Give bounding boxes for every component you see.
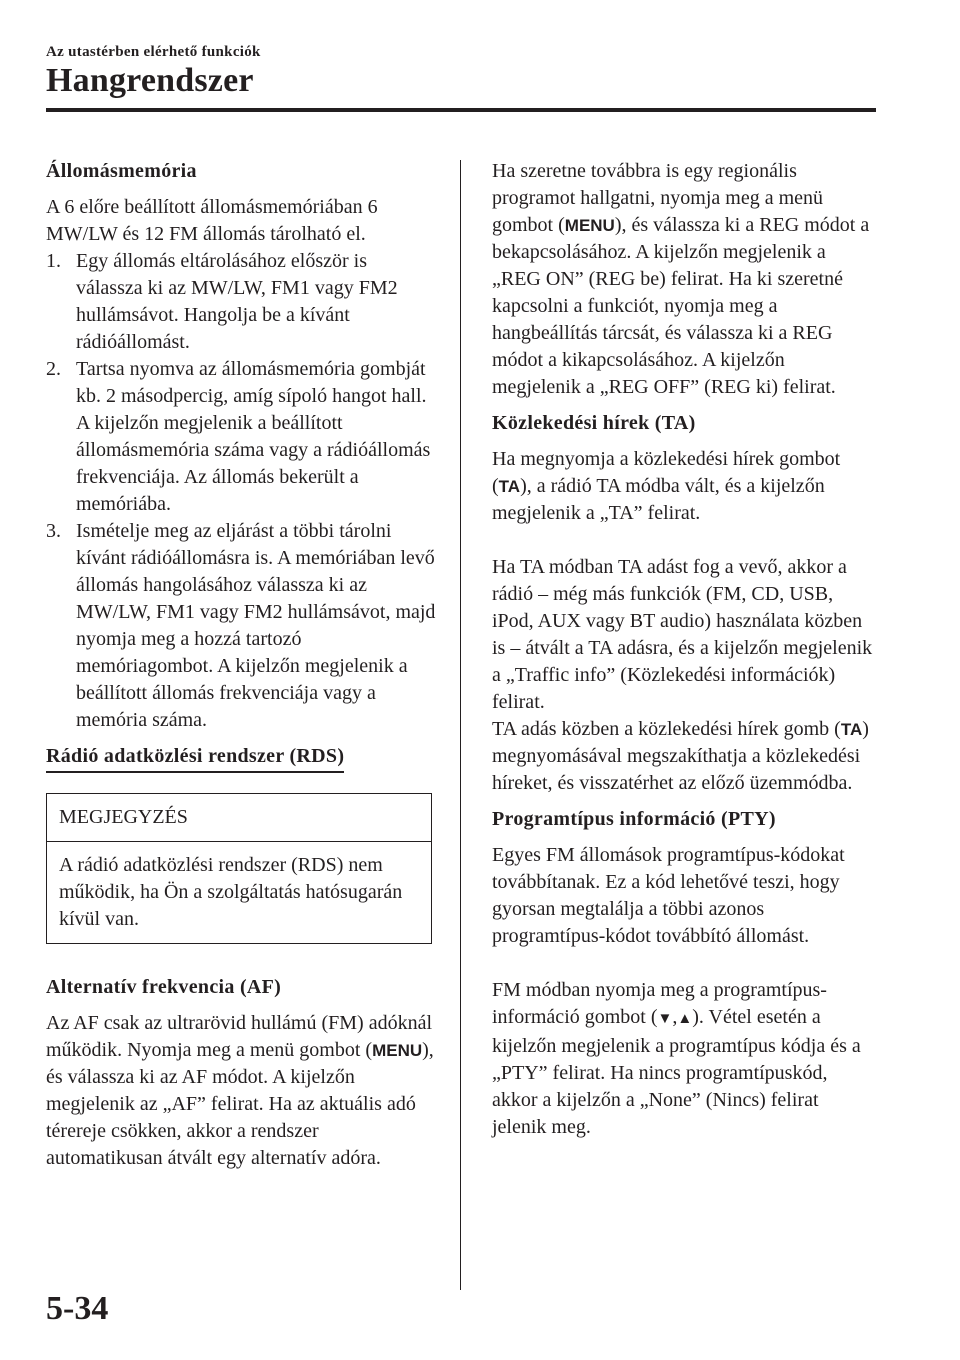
note-title: MEGJEGYZÉS bbox=[47, 794, 431, 842]
menu-key-label: MENU bbox=[564, 216, 615, 235]
ta-key-label: TA bbox=[498, 477, 521, 496]
section-heading-station-memory: Állomásmemória bbox=[46, 160, 197, 182]
page-number: 5-34 bbox=[46, 1290, 109, 1327]
step-number: 3. bbox=[46, 520, 61, 542]
column-divider bbox=[460, 160, 461, 1290]
ta-paragraph-2: Ha TA módban TA adást fog a vevő, akkor a rádió – még más funkciók (FM, CD, USB, iPod, AUX vagy BT audio) használata közben is – átvált a TA adásra, és a kijelzőn megjelenik a „Traffic info” (Közlekedési információk) felirat. bbox=[492, 556, 873, 713]
section-heading-af: Alternatív frekvencia (AF) bbox=[46, 976, 282, 998]
page-title: Hangrendszer bbox=[46, 62, 254, 99]
section-heading-ta: Közlekedési hírek (TA) bbox=[492, 412, 696, 434]
list-item bbox=[46, 356, 436, 518]
step-number: 1. bbox=[46, 250, 61, 272]
note-body: A rádió adatközlési rendszer (RDS) nem működik, ha Ön a szolgáltatás hatósugarán kívül van. bbox=[59, 854, 403, 930]
breadcrumb: Az utastérben elérhető funkciók bbox=[46, 44, 261, 60]
step-text: Ismételje meg az eljárást a többi tárolni kívánt rádióállomásra is. A memóriában levő állomás hangolásához válassza ki az MW/LW, FM1 vagy FM2 hullámsávot, majd nyomja meg a hozzá tartozó memóriagombot. A kijelzőn megjelenik a beállított állomás frekvenciája vagy a memória száma. bbox=[76, 520, 436, 731]
ta-key-label: TA bbox=[840, 720, 863, 739]
list-item bbox=[46, 248, 436, 356]
section-heading-pty: Programtípus információ (PTY) bbox=[492, 808, 776, 830]
up-arrow-icon: ▲ bbox=[677, 1011, 693, 1027]
menu-key-label: MENU bbox=[372, 1041, 423, 1060]
step-text: Tartsa nyomva az állomásmemória gombját kb. 2 másodpercig, amíg sípoló hangot hall. A kijelzőn megjelenik a beállított állomásmemória száma vagy a rádióállomás frekvenciája. Az állomás bekerült a memóriába. bbox=[76, 358, 431, 515]
ta-paragraph-3: TA adás közben a közlekedési hírek gomb (TA) megnyomásával megszakíthatja a közlekedési híreket, és visszatérhet az előző üzemmódba. bbox=[492, 718, 869, 794]
list-item bbox=[46, 518, 436, 734]
step-number: 2. bbox=[46, 358, 61, 380]
header-rule bbox=[46, 108, 876, 112]
af-paragraph: Az AF csak az ultrarövid hullámú (FM) adóknál működik. Nyomja meg a menü gombot (MENU), és válassza ki az AF módot. A kijelzőn megjelenik az „AF” felirat. Ha az aktuális adó térereje csökken, akkor a rendszer automatikusan átvált egy alternatív adóra. bbox=[46, 1012, 434, 1169]
right-column bbox=[492, 158, 877, 1141]
intro-paragraph: A 6 előre beállított állomásmemóriában 6 MW/LW és 12 FM állomás tárolható el. bbox=[46, 196, 378, 245]
reg-paragraph: Ha szeretne továbbra is egy regionális programot hallgatni, nyomja meg a menü gombot (MENU), és válassza ki a REG módot a bekapcsolásához. A kijelzőn megjelenik a „REG ON” (REG be) felirat. Ha ki szeretné kapcsolni a funkciót, nyomja meg a hangbeállítás tárcsát, és válassza ki a REG módot a kikapcsolásához. A kijelzőn megjelenik a „REG OFF” (REG ki) felirat. bbox=[492, 160, 870, 398]
left-column bbox=[46, 158, 436, 1172]
pty-paragraph-1: Egyes FM állomások programtípus-kódokat továbbítanak. Ez a kód lehetővé teszi, hogy gyorsan megtalálja a többi azonos programtípus-kódot továbbító állomást. bbox=[492, 844, 845, 947]
step-text: Egy állomás eltárolásához először is válassza ki az MW/LW, FM1 vagy FM2 hullámsávot. Hangolja be a kívánt rádióállomást. bbox=[76, 250, 398, 353]
down-arrow-icon: ▼ bbox=[657, 1011, 673, 1027]
pty-paragraph-2: FM módban nyomja meg a programtípus-információ gombot (▼,▲). Vétel esetén a kijelzőn megjelenik a programtípus kódja és a „PTY” felirat. Ha nincs programtípuskód, akkor a kijelzőn a „None” (Nincs) felirat jelenik meg. bbox=[492, 979, 861, 1138]
ta-paragraph-1: Ha megnyomja a közlekedési hírek gombot (TA), a rádió TA módba vált, és a kijelzőn megjelenik a „TA” felirat. bbox=[492, 448, 841, 524]
section-heading-rds: Rádió adatközlési rendszer (RDS) bbox=[46, 743, 344, 773]
note-box bbox=[46, 793, 432, 944]
